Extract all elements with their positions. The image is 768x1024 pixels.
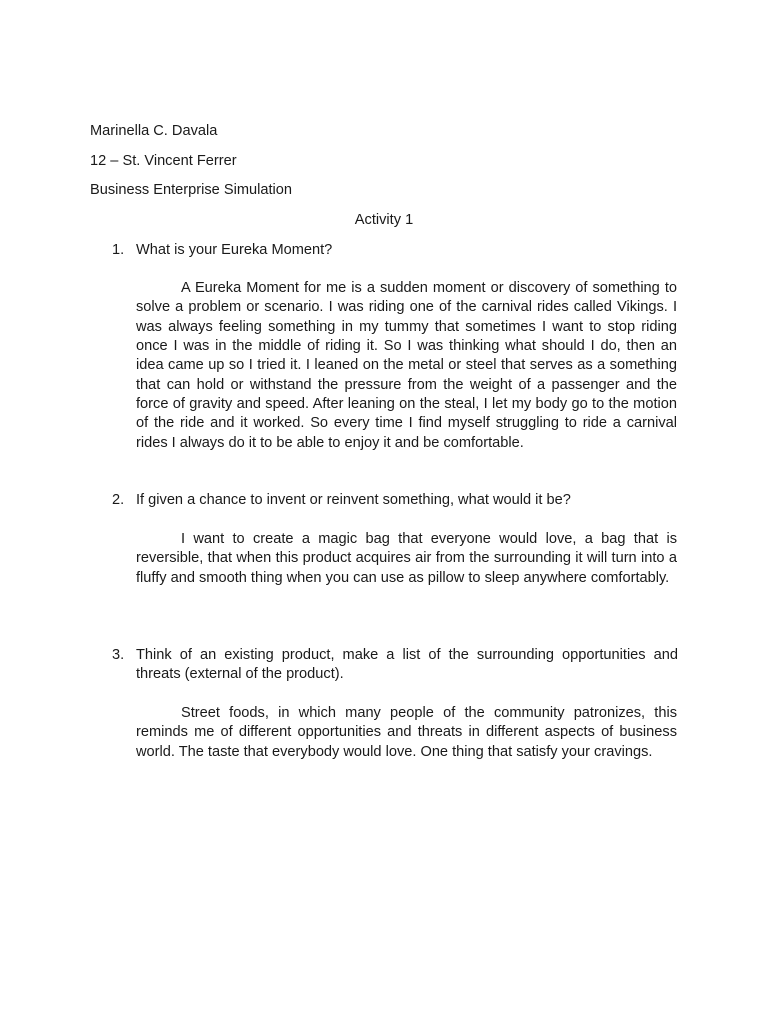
student-section: 12 – St. Vincent Ferrer: [90, 153, 237, 169]
answer-3: Street foods, in which many people of the community patronizes, this reminds me of different opportunities and threats in different aspects of business world. The taste that everybody would love. One thing that satisfy your cravings.: [136, 705, 677, 760]
subject-name: Business Enterprise Simulation: [90, 182, 292, 198]
activity-title: Activity 1: [354, 212, 414, 228]
answer-2: I want to create a magic bag that everyone would love, a bag that is reversible, that when this product acquires air from the surrounding it will turn into a fluffy and smooth thing when you can use as pillow to sleep anywhere comfortably.: [136, 531, 677, 586]
answer-1: A Eureka Moment for me is a sudden moment or discovery of something to solve a problem or scenario. I was riding one of the carnival rides called Vikings. I was always feeling something in my tummy that sometimes I want to stop riding once I was in the middle of riding it. So I was thinking what should I do, then an idea came up so I tried it. I leaned on the metal or steel that serves as a something that can hold or withstand the pressure from the weight of a passenger and the force of gravity and speed. After leaning on the steal, I let my body go to the motion of the ride and it worked. So every time I find myself struggling to ride a carnival rides I always do it to be able to enjoy it and be comfortable.: [136, 280, 677, 451]
question-text: What is your Eureka Moment?: [136, 242, 333, 258]
question-number: 1.: [112, 242, 125, 258]
question-text: Think of an existing product, make a list of the surrounding opportunities and threats (external of the product).: [136, 647, 678, 683]
question-number: 2.: [112, 492, 125, 508]
question-number: 3.: [112, 647, 125, 663]
question-text: If given a chance to invent or reinvent something, what would it be?: [136, 492, 571, 508]
student-name: Marinella C. Davala: [90, 123, 218, 139]
